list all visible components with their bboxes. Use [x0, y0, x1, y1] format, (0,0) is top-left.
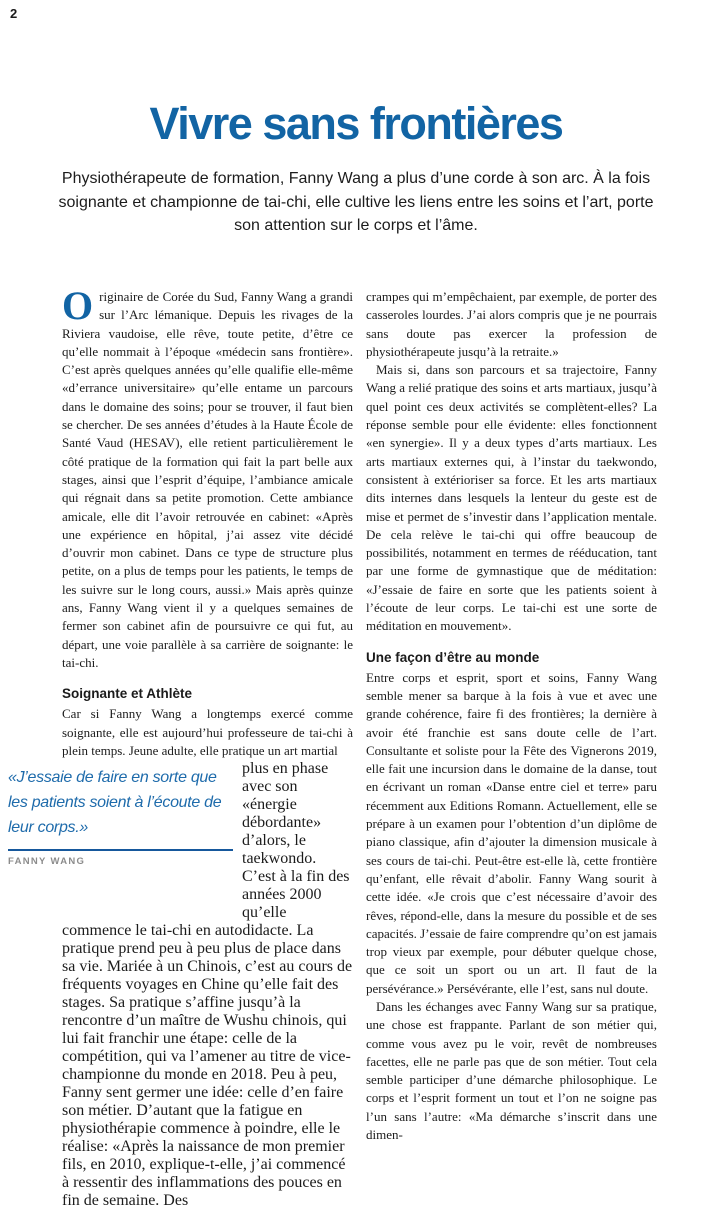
- paragraph-continuation: crampes qui m’empêchaient, par exemple, de porter des casseroles lourdes. J’ai alors compris que je ne pourrais sans doute pas exercer la profession de physiothérapeute jusqu’à la retraite.»: [366, 289, 657, 359]
- paragraph-frontieres: Entre corps et esprit, sport et soins, Fanny Wang semble mener sa barque à la fois à vue et avec une grande cohérence, faire fi des frontières; la dernière à avoir été franchie est sans doute celle de l’art. Consultante et soliste pour la Fête des Vignerons 2019, elle fait une incursion dans le domaine de la danse, tout en écrivant un roman «Danse entre ciel et terre» paru récemment aux Editions Romann. Actuellement, elle se prépare à un examen pour l’obtention d’un diplôme de piano classique, afin d’ajouter la dimension musicale à ses cours de tai-chi. Peut-être est-elle là, cette frontière qu’enfant, elle rêvait d’abolir. Fanny Wang sourit à cette idée. «Je crois que c’est nécessaire d’avoir des rêves, répond-elle, dans la mesure du possible et de ses capacités. J’essaie de faire comprendre qu’on est jamais trop vieux par exemple, pour débuter quelque chose, que ce soit un sport ou un art. Il faut de la persévérance.» Persévérante, elle l’est, sans nul doute.: [366, 669, 657, 996]
- page-number: 2: [10, 6, 18, 21]
- article-header: [0, 0, 712, 238]
- paragraph-synergie: Mais si, dans son parcours et sa trajectoire, Fanny Wang a relié pratique des soins et arts martiaux, jusqu’à quel point ces deux activités se complètent-elles? La réponse semble pour elle évidente: elles fonctionnent «en synergie». Il y a deux types d’arts martiaux. Les arts martiaux externes qui, à l’instar du taekwondo, consistent à extérioriser sa force. Et les arts martiaux dits internes dans lesquels la lenteur du geste est de mise et permet de s’investir dans l’application mentale. De cela relève le tai-chi qui offre beaucoup de possibilités, notamment en termes de rééducation, tant par une forme de gymnastique que de méditation: «J’essaie de faire en sorte que les patients soient à l’écoute de leur corps. Le tai-chi est une sorte de méditation en mouvement».: [366, 362, 657, 634]
- right-column: [366, 288, 657, 1210]
- paragraph-intro: [62, 283, 353, 672]
- paragraph-athlete: [62, 705, 353, 760]
- paragraph-text: riginaire de Corée du Sud, Fanny Wang a grandi sur l’Arc lémanique. Depuis les rivages de la Riviera vaudoise, elle rêve, toute petite, d’être ce qu’elle nommait à l’époque «médecin sans frontière». C’est après quelques années qu’elle qualifie elle-même «d’errance universitaire» qu’elle entame un parcours dans le domaine des soins; pour se trouver, il faut bien se chercher. De ses années d’études à la Haute École de Santé Vaud (HESAV), elle retient particulièrement le côté pratique de la formation qui fait la part belle aux stages, ainsi que l’esprit d’équipe, l’ambiance amicale qui régnait dans sa petite promotion. Cette ambiance amicale, elle dit l’avoir retrouvée en cabinet: «Après une expérience en hôpital, j’ai assez vite décidé d’ouvrir mon cabinet. Dans ce type de structure plus petite, on a plus de temps pour les patients, le temps de les suivre sur le long cours, aussi.» Mais après quinze ans, Fanny Wang vient il y a quelques semaines de fermer son cabinet afin de poursuivre ce qui fut, au départ, une voie parallèle à sa carrière de soignante: le tai-chi.: [62, 289, 353, 670]
- left-column: [8, 283, 353, 1210]
- pull-quote: [8, 765, 233, 867]
- article-lede: Physiothérapeute de formation, Fanny Wang a plus d’une corde à son arc. À la fois soignante et championne de tai-chi, elle cultive les liens entre les soins et l’art, porte son attention sur le corps et l’âme.: [58, 170, 654, 235]
- article-body: [8, 283, 657, 1210]
- subhead-soignante-et-athlete: Soignante et Athlète: [62, 686, 193, 702]
- drop-cap: O: [62, 283, 94, 328]
- paragraph-philosophie: Dans les échanges avec Fanny Wang sur sa pratique, une chose est frappante. Parlant de son métier qui, comme vous avez pu le voir, revêt de nombreuses facettes, elle ne parle pas que de son métier. Tout cela semble participer d’une démarche philosophique. Le corps et l’esprit forment un tout et l’on ne soigne pas l’un sans l’autre: «Ma démarche s’inscrit dans une dimen-: [366, 998, 657, 1143]
- pull-quote-attribution: FANNY WANG: [8, 856, 86, 868]
- pull-quote-text: «J’essaie de faire en sorte que les patients soient à l’écoute de leur corps.»: [8, 769, 222, 837]
- article-title: Vivre sans frontières: [149, 98, 563, 149]
- subhead-une-facon-detre-au-monde: Une façon d’être au monde: [366, 649, 540, 665]
- paragraph-text: Car si Fanny Wang a longtemps exercé comme soignante, elle est aujourd’hui professeure de tai-chi à plein temps. Jeune adulte, elle pratique un art martial: [62, 706, 353, 758]
- pull-quote-divider: [8, 849, 233, 851]
- paragraph-text: plus en phase avec son «énergie débordante» d’alors, le taekwondo. C’est à la fin des années 2000 qu’elle commence le tai-chi en autodidacte. La pratique prend peu à peu plus de place dans sa vie. Mariée à un Chinois, c’est au cours de fréquents voyages en Chine qu’elle fait des stages. Sa pratique s’affine jusqu’à la rencontre d’un maître de Wushu chinois, qui lui fait franchir une étape: celle de la compétition, qui va l’amener au titre de vice-championne du monde en 2018. Peu à peu, Fanny sent germer une idée: celle d’en faire son métier. D’autant que la fatigue en physiothérapie commence à poindre, elle le réalise: «Après la naissance de mon premier fils, en 2010, explique-t-elle, j’ai commencé à ressentir des inflammations des pouces en fin de semaine. Des: [62, 760, 353, 1210]
